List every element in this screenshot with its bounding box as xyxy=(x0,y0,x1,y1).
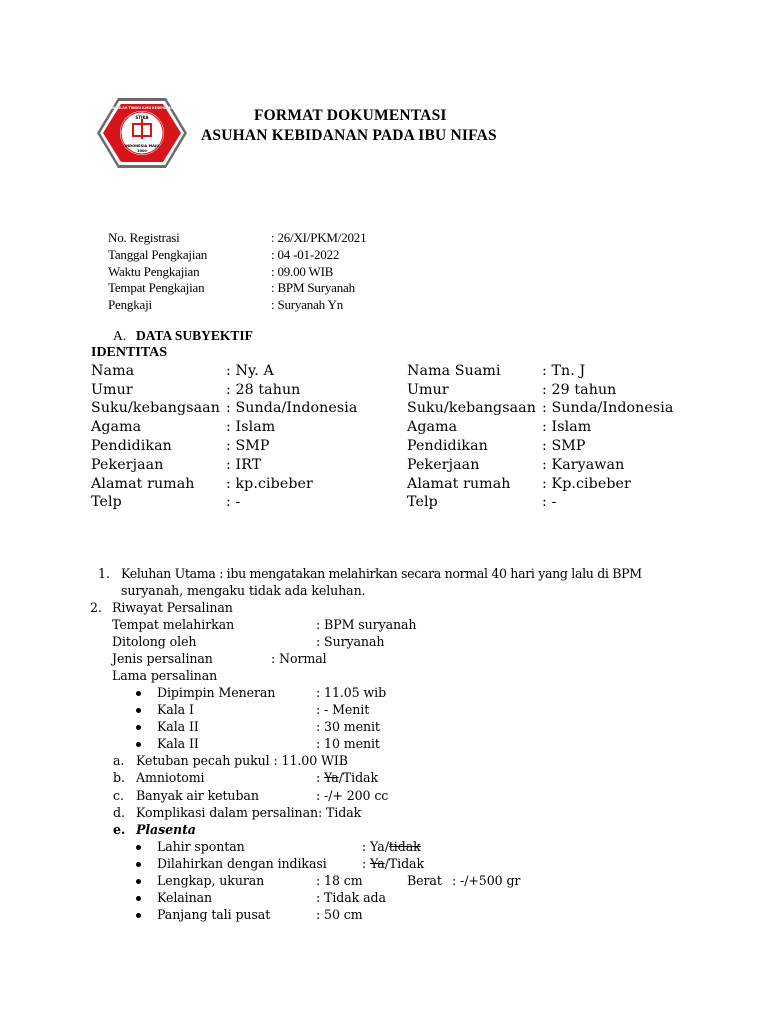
title-line-1: FORMAT DOKUMENTASI xyxy=(254,107,447,124)
plasenta-label: Kelainan xyxy=(157,890,213,905)
identity-label: Suku/kebangsaan xyxy=(407,400,536,416)
amniotomi-value-struck: Ya xyxy=(324,770,339,785)
plasenta-label: Lahir spontan xyxy=(157,839,245,854)
berat-value: : -/+500 gr xyxy=(452,873,521,888)
reg-value: : 09.00 WIB xyxy=(271,264,334,279)
identity-value: : - xyxy=(226,494,241,510)
identity-value: : - xyxy=(542,494,557,510)
identity-value: : Ny. A xyxy=(226,363,274,379)
bullet-icon xyxy=(136,691,141,696)
lama-value: : 30 menit xyxy=(316,719,380,734)
lettered-marker: a. xyxy=(113,753,125,768)
lettered-marker: b. xyxy=(113,770,125,785)
komplikasi-row: Komplikasi dalam persalinan: Tidak xyxy=(136,805,362,820)
plasenta-label: Dilahirkan dengan indikasi xyxy=(157,856,327,871)
indikasi-value-pre: : xyxy=(362,856,371,871)
identity-value: : Islam xyxy=(226,419,276,435)
identity-value: : 29 tahun xyxy=(542,382,617,398)
riwayat-number: 2. xyxy=(90,600,102,615)
plasenta-value xyxy=(362,856,424,871)
identity-label: Pendidikan xyxy=(91,438,172,454)
lama-value: : 10 menit xyxy=(316,736,380,751)
amniotomi-value xyxy=(316,770,378,785)
riwayat-value: : Normal xyxy=(271,651,327,666)
lama-value: : 11.05 wib xyxy=(316,685,387,700)
lahir-value-struck: tidak xyxy=(388,839,421,854)
riwayat-title: Riwayat Persalinan xyxy=(112,600,233,615)
identity-value: : Tn. J xyxy=(542,363,586,379)
identity-label: Pendidikan xyxy=(407,438,488,454)
logo-text-bottom2: 2000 xyxy=(137,149,147,153)
section-a-marker: A. xyxy=(113,328,127,343)
identity-value: : IRT xyxy=(226,457,262,473)
identity-label: Telp xyxy=(407,494,438,510)
identity-value: : SMP xyxy=(226,438,270,454)
bullet-icon xyxy=(136,879,141,884)
identity-value: : 28 tahun xyxy=(226,382,301,398)
bullet-icon xyxy=(136,896,141,901)
institution-logo xyxy=(96,97,188,169)
lama-label: Kala II xyxy=(157,719,199,734)
identity-label: Nama Suami xyxy=(407,363,501,379)
air-ketuban-label: Banyak air ketuban xyxy=(136,788,259,803)
title-line-2: ASUHAN KEBIDANAN PADA IBU NIFAS xyxy=(201,127,497,144)
amniotomi-label: Amniotomi xyxy=(136,770,205,785)
lahir-value-pre: : Ya/ xyxy=(362,839,389,854)
reg-label: Pengkaji xyxy=(108,297,152,312)
lettered-marker: d. xyxy=(113,805,125,820)
air-ketuban-value: : -/+ 200 cc xyxy=(316,788,389,803)
riwayat-value: : BPM suryanah xyxy=(316,617,417,632)
logo-text-mid: STIKA xyxy=(135,115,149,120)
plasenta-title: Plasenta xyxy=(136,822,196,837)
plasenta-value: : 50 cm xyxy=(316,907,363,922)
identity-label: Pekerjaan xyxy=(407,457,480,473)
ketuban-row: Ketuban pecah pukul : 11.00 WIB xyxy=(136,753,348,768)
identity-value: : Karyawan xyxy=(542,457,625,473)
plasenta-label: Lengkap, ukuran xyxy=(157,873,265,888)
indikasi-value-struck: Ya xyxy=(370,856,385,871)
reg-value: : 04 -01-2022 xyxy=(271,247,340,262)
lettered-marker: c. xyxy=(113,788,124,803)
reg-value: : BPM Suryanah xyxy=(271,280,355,295)
plasenta-label: Panjang tali pusat xyxy=(157,907,271,922)
riwayat-label: Jenis persalinan xyxy=(112,651,213,666)
identity-label: Umur xyxy=(407,382,449,398)
reg-value: : Suryanah Yn xyxy=(271,297,344,312)
keluhan-line-1: Keluhan Utama : ibu mengatakan melahirkan secara normal 40 hari yang lalu di BPM xyxy=(121,566,642,581)
bullet-icon xyxy=(136,742,141,747)
lama-value: : - Menit xyxy=(316,702,370,717)
indikasi-value-post: /Tidak xyxy=(384,856,424,871)
section-a-title: DATA SUBYEKTIF xyxy=(136,328,253,343)
lama-title: Lama persalinan xyxy=(112,668,218,683)
reg-label: Tanggal Pengkajian xyxy=(108,247,208,262)
bullet-icon xyxy=(136,708,141,713)
identity-value: : Islam xyxy=(542,419,592,435)
berat-label: Berat xyxy=(407,873,442,888)
identity-label: Nama xyxy=(91,363,135,379)
lama-label: Kala II xyxy=(157,736,199,751)
amniotomi-value-pre: : xyxy=(316,770,325,785)
identity-value: : Sunda/Indonesia xyxy=(542,400,674,416)
riwayat-label: Ditolong oleh xyxy=(112,634,197,649)
keluhan-number: 1. xyxy=(98,566,110,581)
lama-label: Kala I xyxy=(157,702,194,717)
reg-label: Waktu Pengkajian xyxy=(108,264,200,279)
riwayat-value: : Suryanah xyxy=(316,634,385,649)
bullet-icon xyxy=(136,862,141,867)
plasenta-value: : 18 cm xyxy=(316,873,363,888)
identity-value: : SMP xyxy=(542,438,586,454)
bullet-icon xyxy=(136,725,141,730)
logo-text-top: SEKOLAH TINGGI ILMU KESEHATAN xyxy=(110,106,174,110)
keluhan-line-2: suryanah, mengaku tidak ada keluhan. xyxy=(121,583,366,598)
amniotomi-value-post: /Tidak xyxy=(338,770,378,785)
plasenta-value: : Tidak ada xyxy=(316,890,386,905)
identitas-heading: IDENTITAS xyxy=(91,345,167,360)
reg-value: : 26/XI/PKM/2021 xyxy=(271,230,367,245)
plasenta-marker: e. xyxy=(113,822,126,837)
identity-label: Alamat rumah xyxy=(91,476,195,492)
riwayat-label: Tempat melahirkan xyxy=(112,617,235,632)
reg-label: Tempat Pengkajian xyxy=(108,280,205,295)
identity-label: Umur xyxy=(91,382,133,398)
identity-label: Agama xyxy=(91,419,142,435)
identity-label: Suku/kebangsaan xyxy=(91,400,220,416)
bullet-icon xyxy=(136,913,141,918)
reg-label: No. Registrasi xyxy=(108,230,180,245)
lama-label: Dipimpin Meneran xyxy=(157,685,276,700)
identity-label: Telp xyxy=(91,494,122,510)
bullet-icon xyxy=(136,845,141,850)
identity-label: Alamat rumah xyxy=(407,476,511,492)
logo-text-bottom1: INDONESIA MAJU xyxy=(124,144,160,148)
identity-value: : kp.cibeber xyxy=(226,476,313,492)
plasenta-value xyxy=(362,839,421,854)
identity-value: : Kp.cibeber xyxy=(542,476,631,492)
identity-value: : Sunda/Indonesia xyxy=(226,400,358,416)
identity-label: Agama xyxy=(407,419,458,435)
identity-label: Pekerjaan xyxy=(91,457,164,473)
